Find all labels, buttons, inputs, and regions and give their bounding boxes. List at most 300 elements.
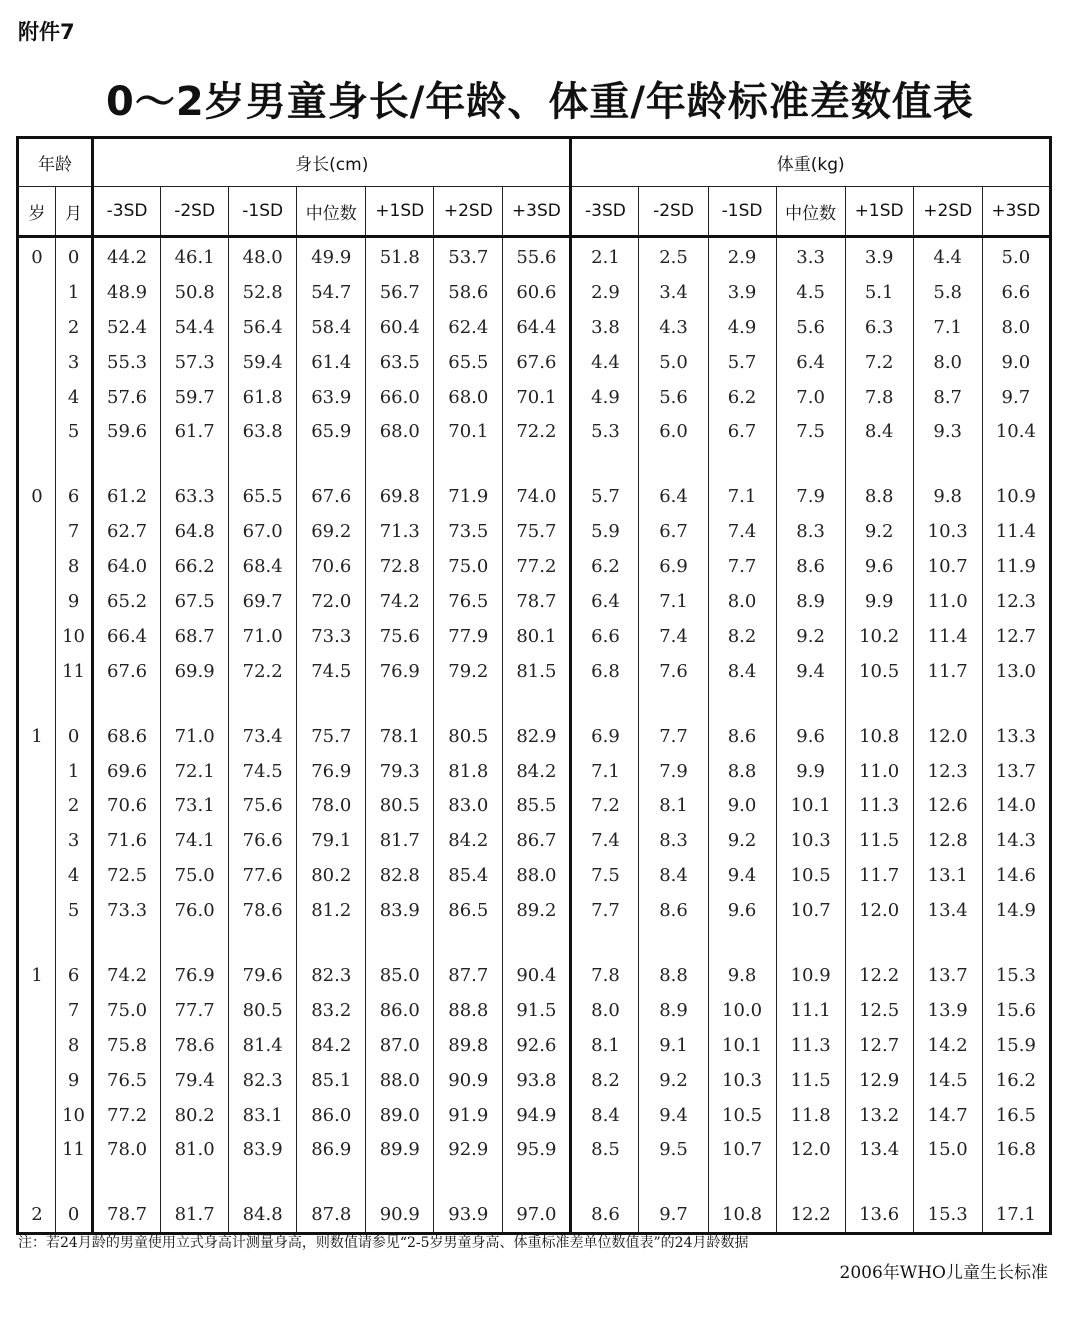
year-header: 岁 xyxy=(18,187,56,237)
length-value-cell: 62.7 xyxy=(93,514,161,549)
group-spacer-row xyxy=(18,1167,1051,1195)
length-value-cell: 78.7 xyxy=(93,1195,161,1233)
length-value-cell: 50.8 xyxy=(161,275,229,310)
weight-value-cell: 8.6 xyxy=(639,893,708,928)
length-value-cell: 74.2 xyxy=(93,956,161,993)
length-value-cell: 64.0 xyxy=(93,549,161,584)
weight-value-cell: 3.3 xyxy=(776,237,845,275)
weight-value-cell: 4.4 xyxy=(913,237,982,275)
weight-value-cell: 17.1 xyxy=(982,1195,1050,1233)
weight-value-cell: 14.7 xyxy=(913,1098,982,1133)
spacer-cell xyxy=(366,449,434,477)
weight-value-cell: 5.8 xyxy=(913,275,982,310)
spacer-cell xyxy=(93,689,161,717)
age-year-cell xyxy=(18,893,56,928)
spacer-cell xyxy=(229,689,297,717)
length-value-cell: 83.9 xyxy=(366,893,434,928)
length-value-cell: 76.0 xyxy=(161,893,229,928)
spacer-cell xyxy=(229,928,297,956)
spacer-cell xyxy=(913,1167,982,1195)
age-month-cell: 1 xyxy=(56,754,93,789)
weight-value-cell: 8.6 xyxy=(776,549,845,584)
weight-value-cell: 9.6 xyxy=(845,549,913,584)
spacer-cell xyxy=(18,1167,56,1195)
weight-value-cell: 11.4 xyxy=(982,514,1050,549)
length-value-cell: 79.3 xyxy=(366,754,434,789)
weight-value-cell: 9.7 xyxy=(982,380,1050,415)
table-row xyxy=(18,275,1051,310)
length-value-cell: 61.4 xyxy=(297,345,366,380)
weight-value-cell: 4.9 xyxy=(571,380,639,415)
length-value-cell: 86.9 xyxy=(297,1132,366,1167)
length-sd-header: +1SD xyxy=(366,187,434,237)
spacer-cell xyxy=(297,1167,366,1195)
table-row xyxy=(18,993,1051,1028)
weight-value-cell: 11.5 xyxy=(776,1063,845,1098)
weight-value-cell: 7.9 xyxy=(639,754,708,789)
spacer-cell xyxy=(229,1167,297,1195)
age-month-cell: 8 xyxy=(56,549,93,584)
length-value-cell: 88.0 xyxy=(366,1063,434,1098)
weight-value-cell: 6.2 xyxy=(571,549,639,584)
weight-value-cell: 13.3 xyxy=(982,717,1050,754)
length-value-cell: 60.4 xyxy=(366,310,434,345)
length-value-cell: 56.4 xyxy=(229,310,297,345)
length-value-cell: 92.6 xyxy=(503,1028,571,1063)
length-value-cell: 73.1 xyxy=(161,788,229,823)
spacer-cell xyxy=(18,689,56,717)
weight-value-cell: 10.3 xyxy=(708,1063,776,1098)
age-month-cell: 4 xyxy=(56,858,93,893)
length-value-cell: 77.2 xyxy=(503,549,571,584)
length-value-cell: 66.4 xyxy=(93,619,161,654)
length-value-cell: 76.9 xyxy=(366,654,434,689)
spacer-cell xyxy=(18,449,56,477)
length-value-cell: 72.2 xyxy=(229,654,297,689)
age-month-cell: 11 xyxy=(56,1132,93,1167)
spacer-cell xyxy=(708,928,776,956)
age-year-cell: 0 xyxy=(18,237,56,275)
weight-value-cell: 8.4 xyxy=(708,654,776,689)
weight-value-cell: 14.0 xyxy=(982,788,1050,823)
weight-value-cell: 16.5 xyxy=(982,1098,1050,1133)
weight-value-cell: 12.7 xyxy=(982,619,1050,654)
length-value-cell: 63.8 xyxy=(229,414,297,449)
spacer-cell xyxy=(571,1167,639,1195)
length-value-cell: 70.1 xyxy=(503,380,571,415)
weight-value-cell: 6.7 xyxy=(639,514,708,549)
standard-table-container xyxy=(16,136,1052,1227)
weight-value-cell: 8.0 xyxy=(708,584,776,619)
weight-value-cell: 10.5 xyxy=(845,654,913,689)
length-value-cell: 71.0 xyxy=(229,619,297,654)
length-value-cell: 89.0 xyxy=(366,1098,434,1133)
length-sd-header: 中位数 xyxy=(297,187,366,237)
spacer-cell xyxy=(639,928,708,956)
table-row xyxy=(18,549,1051,584)
length-value-cell: 77.2 xyxy=(93,1098,161,1133)
spacer-cell xyxy=(18,928,56,956)
length-value-cell: 81.0 xyxy=(161,1132,229,1167)
spacer-cell xyxy=(93,1167,161,1195)
spacer-cell xyxy=(93,449,161,477)
spacer-cell xyxy=(434,689,503,717)
age-year-cell xyxy=(18,275,56,310)
length-value-cell: 93.9 xyxy=(434,1195,503,1233)
length-value-cell: 55.3 xyxy=(93,345,161,380)
weight-value-cell: 8.4 xyxy=(639,858,708,893)
weight-value-cell: 10.9 xyxy=(776,956,845,993)
length-value-cell: 81.7 xyxy=(161,1195,229,1233)
length-value-cell: 79.6 xyxy=(229,956,297,993)
length-value-cell: 48.9 xyxy=(93,275,161,310)
weight-value-cell: 8.8 xyxy=(708,754,776,789)
spacer-cell xyxy=(639,449,708,477)
weight-value-cell: 15.3 xyxy=(913,1195,982,1233)
table-row xyxy=(18,514,1051,549)
length-value-cell: 78.1 xyxy=(366,717,434,754)
length-value-cell: 65.9 xyxy=(297,414,366,449)
weight-value-cell: 10.8 xyxy=(845,717,913,754)
spacer-cell xyxy=(708,689,776,717)
age-year-cell xyxy=(18,584,56,619)
length-value-cell: 65.2 xyxy=(93,584,161,619)
spacer-cell xyxy=(93,928,161,956)
weight-value-cell: 8.6 xyxy=(571,1195,639,1233)
weight-value-cell: 12.2 xyxy=(845,956,913,993)
length-value-cell: 75.0 xyxy=(434,549,503,584)
spacer-cell xyxy=(366,689,434,717)
weight-value-cell: 8.8 xyxy=(845,477,913,514)
length-value-cell: 49.9 xyxy=(297,237,366,275)
weight-value-cell: 5.1 xyxy=(845,275,913,310)
length-value-cell: 79.1 xyxy=(297,823,366,858)
table-row xyxy=(18,717,1051,754)
length-value-cell: 78.6 xyxy=(161,1028,229,1063)
length-sd-header: -3SD xyxy=(93,187,161,237)
weight-value-cell: 9.2 xyxy=(845,514,913,549)
length-value-cell: 56.7 xyxy=(366,275,434,310)
age-year-cell xyxy=(18,1098,56,1133)
length-value-cell: 61.7 xyxy=(161,414,229,449)
age-month-cell: 0 xyxy=(56,237,93,275)
weight-value-cell: 7.8 xyxy=(845,380,913,415)
weight-value-cell: 9.7 xyxy=(639,1195,708,1233)
length-value-cell: 93.8 xyxy=(503,1063,571,1098)
weight-value-cell: 9.9 xyxy=(845,584,913,619)
spacer-cell xyxy=(982,928,1050,956)
weight-value-cell: 11.7 xyxy=(913,654,982,689)
length-value-cell: 76.9 xyxy=(297,754,366,789)
table-row xyxy=(18,956,1051,993)
length-value-cell: 80.5 xyxy=(434,717,503,754)
length-value-cell: 66.0 xyxy=(366,380,434,415)
weight-value-cell: 6.4 xyxy=(776,345,845,380)
length-value-cell: 46.1 xyxy=(161,237,229,275)
weight-value-cell: 10.4 xyxy=(982,414,1050,449)
age-month-cell: 0 xyxy=(56,1195,93,1233)
length-value-cell: 79.2 xyxy=(434,654,503,689)
length-value-cell: 84.2 xyxy=(297,1028,366,1063)
table-row xyxy=(18,477,1051,514)
length-value-cell: 68.0 xyxy=(434,380,503,415)
length-value-cell: 88.0 xyxy=(503,858,571,893)
weight-value-cell: 13.9 xyxy=(913,993,982,1028)
weight-value-cell: 12.0 xyxy=(913,717,982,754)
weight-value-cell: 13.2 xyxy=(845,1098,913,1133)
spacer-cell xyxy=(845,1167,913,1195)
weight-value-cell: 8.0 xyxy=(571,993,639,1028)
spacer-cell xyxy=(571,928,639,956)
length-value-cell: 72.5 xyxy=(93,858,161,893)
length-value-cell: 75.0 xyxy=(93,993,161,1028)
age-year-cell xyxy=(18,858,56,893)
length-value-cell: 89.9 xyxy=(366,1132,434,1167)
weight-value-cell: 9.2 xyxy=(776,619,845,654)
length-value-cell: 97.0 xyxy=(503,1195,571,1233)
length-value-cell: 71.6 xyxy=(93,823,161,858)
spacer-cell xyxy=(776,928,845,956)
weight-value-cell: 5.0 xyxy=(639,345,708,380)
length-value-cell: 44.2 xyxy=(93,237,161,275)
weight-value-cell: 12.7 xyxy=(845,1028,913,1063)
weight-sd-header: +3SD xyxy=(982,187,1050,237)
length-value-cell: 85.4 xyxy=(434,858,503,893)
weight-value-cell: 12.6 xyxy=(913,788,982,823)
weight-value-cell: 6.8 xyxy=(571,654,639,689)
length-value-cell: 63.5 xyxy=(366,345,434,380)
length-value-cell: 70.1 xyxy=(434,414,503,449)
weight-value-cell: 15.0 xyxy=(913,1132,982,1167)
weight-value-cell: 10.2 xyxy=(845,619,913,654)
weight-value-cell: 5.6 xyxy=(776,310,845,345)
age-month-cell: 6 xyxy=(56,477,93,514)
length-value-cell: 80.1 xyxy=(503,619,571,654)
weight-value-cell: 8.9 xyxy=(639,993,708,1028)
length-value-cell: 62.4 xyxy=(434,310,503,345)
length-value-cell: 74.5 xyxy=(297,654,366,689)
table-row xyxy=(18,823,1051,858)
length-value-cell: 65.5 xyxy=(434,345,503,380)
spacer-cell xyxy=(434,928,503,956)
length-value-cell: 87.7 xyxy=(434,956,503,993)
weight-value-cell: 3.9 xyxy=(708,275,776,310)
length-value-cell: 64.4 xyxy=(503,310,571,345)
weight-value-cell: 12.0 xyxy=(776,1132,845,1167)
length-value-cell: 61.2 xyxy=(93,477,161,514)
weight-value-cell: 11.4 xyxy=(913,619,982,654)
age-year-cell xyxy=(18,549,56,584)
weight-value-cell: 6.6 xyxy=(982,275,1050,310)
weight-value-cell: 11.3 xyxy=(776,1028,845,1063)
length-value-cell: 77.6 xyxy=(229,858,297,893)
length-value-cell: 75.0 xyxy=(161,858,229,893)
weight-value-cell: 10.5 xyxy=(708,1098,776,1133)
spacer-cell xyxy=(503,1167,571,1195)
weight-value-cell: 9.8 xyxy=(913,477,982,514)
age-year-cell xyxy=(18,754,56,789)
length-value-cell: 68.6 xyxy=(93,717,161,754)
length-value-cell: 66.2 xyxy=(161,549,229,584)
weight-value-cell: 13.7 xyxy=(913,956,982,993)
age-month-cell: 3 xyxy=(56,345,93,380)
age-year-cell: 2 xyxy=(18,1195,56,1233)
group-spacer-row xyxy=(18,449,1051,477)
weight-value-cell: 12.8 xyxy=(913,823,982,858)
length-value-cell: 60.6 xyxy=(503,275,571,310)
age-year-cell xyxy=(18,993,56,1028)
weight-value-cell: 6.7 xyxy=(708,414,776,449)
weight-value-cell: 9.3 xyxy=(913,414,982,449)
length-value-cell: 73.5 xyxy=(434,514,503,549)
length-value-cell: 63.3 xyxy=(161,477,229,514)
weight-value-cell: 10.7 xyxy=(708,1132,776,1167)
length-value-cell: 67.6 xyxy=(93,654,161,689)
length-value-cell: 54.7 xyxy=(297,275,366,310)
length-value-cell: 69.7 xyxy=(229,584,297,619)
length-value-cell: 53.7 xyxy=(434,237,503,275)
age-month-cell: 7 xyxy=(56,514,93,549)
weight-value-cell: 6.9 xyxy=(571,717,639,754)
length-value-cell: 83.0 xyxy=(434,788,503,823)
weight-value-cell: 8.2 xyxy=(571,1063,639,1098)
weight-value-cell: 3.8 xyxy=(571,310,639,345)
length-value-cell: 94.9 xyxy=(503,1098,571,1133)
age-year-cell xyxy=(18,414,56,449)
length-value-cell: 88.8 xyxy=(434,993,503,1028)
weight-sd-header: +1SD xyxy=(845,187,913,237)
age-year-cell xyxy=(18,345,56,380)
table-row xyxy=(18,1132,1051,1167)
weight-value-cell: 6.0 xyxy=(639,414,708,449)
age-year-cell xyxy=(18,1132,56,1167)
weight-value-cell: 8.9 xyxy=(776,584,845,619)
weight-value-cell: 8.0 xyxy=(913,345,982,380)
length-value-cell: 73.3 xyxy=(93,893,161,928)
weight-value-cell: 9.1 xyxy=(639,1028,708,1063)
weight-value-cell: 9.4 xyxy=(639,1098,708,1133)
weight-value-cell: 7.4 xyxy=(571,823,639,858)
weight-value-cell: 12.3 xyxy=(913,754,982,789)
spacer-cell xyxy=(776,689,845,717)
weight-value-cell: 8.4 xyxy=(571,1098,639,1133)
length-value-cell: 69.6 xyxy=(93,754,161,789)
group-spacer-row xyxy=(18,689,1051,717)
length-group-header: 身长(cm) xyxy=(93,138,571,187)
spacer-cell xyxy=(776,449,845,477)
length-value-cell: 84.2 xyxy=(503,754,571,789)
length-value-cell: 81.5 xyxy=(503,654,571,689)
weight-value-cell: 8.3 xyxy=(776,514,845,549)
spacer-cell xyxy=(161,689,229,717)
spacer-cell xyxy=(639,689,708,717)
table-row xyxy=(18,584,1051,619)
table-row xyxy=(18,1063,1051,1098)
length-value-cell: 82.8 xyxy=(366,858,434,893)
spacer-cell xyxy=(845,449,913,477)
weight-value-cell: 7.2 xyxy=(571,788,639,823)
age-header: 年龄 xyxy=(18,138,93,187)
length-value-cell: 77.9 xyxy=(434,619,503,654)
weight-value-cell: 9.2 xyxy=(639,1063,708,1098)
age-month-cell: 9 xyxy=(56,584,93,619)
weight-value-cell: 4.4 xyxy=(571,345,639,380)
length-value-cell: 90.9 xyxy=(434,1063,503,1098)
spacer-cell xyxy=(571,449,639,477)
length-value-cell: 78.6 xyxy=(229,893,297,928)
length-value-cell: 75.6 xyxy=(366,619,434,654)
spacer-cell xyxy=(503,928,571,956)
weight-value-cell: 7.4 xyxy=(708,514,776,549)
length-value-cell: 83.2 xyxy=(297,993,366,1028)
weight-value-cell: 12.5 xyxy=(845,993,913,1028)
weight-value-cell: 8.8 xyxy=(639,956,708,993)
age-month-cell: 7 xyxy=(56,993,93,1028)
weight-value-cell: 7.1 xyxy=(639,584,708,619)
weight-value-cell: 2.9 xyxy=(708,237,776,275)
weight-value-cell: 12.0 xyxy=(845,893,913,928)
spacer-cell xyxy=(776,1167,845,1195)
weight-value-cell: 11.3 xyxy=(845,788,913,823)
weight-value-cell: 9.2 xyxy=(708,823,776,858)
length-value-cell: 48.0 xyxy=(229,237,297,275)
length-value-cell: 90.9 xyxy=(366,1195,434,1233)
weight-value-cell: 10.3 xyxy=(913,514,982,549)
length-sd-header: +2SD xyxy=(434,187,503,237)
weight-value-cell: 15.3 xyxy=(982,956,1050,993)
length-value-cell: 63.9 xyxy=(297,380,366,415)
length-value-cell: 52.4 xyxy=(93,310,161,345)
length-value-cell: 86.7 xyxy=(503,823,571,858)
length-value-cell: 68.0 xyxy=(366,414,434,449)
weight-value-cell: 11.0 xyxy=(913,584,982,619)
table-row xyxy=(18,237,1051,275)
table-row xyxy=(18,619,1051,654)
length-value-cell: 87.0 xyxy=(366,1028,434,1063)
weight-value-cell: 7.1 xyxy=(913,310,982,345)
weight-sd-header: -3SD xyxy=(571,187,639,237)
length-value-cell: 87.8 xyxy=(297,1195,366,1233)
weight-value-cell: 4.5 xyxy=(776,275,845,310)
length-value-cell: 85.1 xyxy=(297,1063,366,1098)
age-year-cell xyxy=(18,1028,56,1063)
age-month-cell: 4 xyxy=(56,380,93,415)
spacer-cell xyxy=(56,449,93,477)
weight-value-cell: 14.2 xyxy=(913,1028,982,1063)
age-month-cell: 8 xyxy=(56,1028,93,1063)
weight-value-cell: 11.9 xyxy=(982,549,1050,584)
age-year-cell: 1 xyxy=(18,956,56,993)
length-value-cell: 80.2 xyxy=(297,858,366,893)
weight-value-cell: 10.7 xyxy=(776,893,845,928)
length-value-cell: 73.4 xyxy=(229,717,297,754)
length-value-cell: 76.9 xyxy=(161,956,229,993)
table-row xyxy=(18,1195,1051,1233)
length-value-cell: 92.9 xyxy=(434,1132,503,1167)
spacer-cell xyxy=(571,689,639,717)
weight-value-cell: 7.9 xyxy=(776,477,845,514)
age-year-cell xyxy=(18,654,56,689)
weight-value-cell: 9.4 xyxy=(776,654,845,689)
length-value-cell: 74.5 xyxy=(229,754,297,789)
spacer-cell xyxy=(503,689,571,717)
weight-value-cell: 10.1 xyxy=(708,1028,776,1063)
spacer-cell xyxy=(708,1167,776,1195)
weight-value-cell: 12.9 xyxy=(845,1063,913,1098)
weight-value-cell: 8.0 xyxy=(982,310,1050,345)
weight-value-cell: 6.3 xyxy=(845,310,913,345)
age-month-cell: 0 xyxy=(56,717,93,754)
